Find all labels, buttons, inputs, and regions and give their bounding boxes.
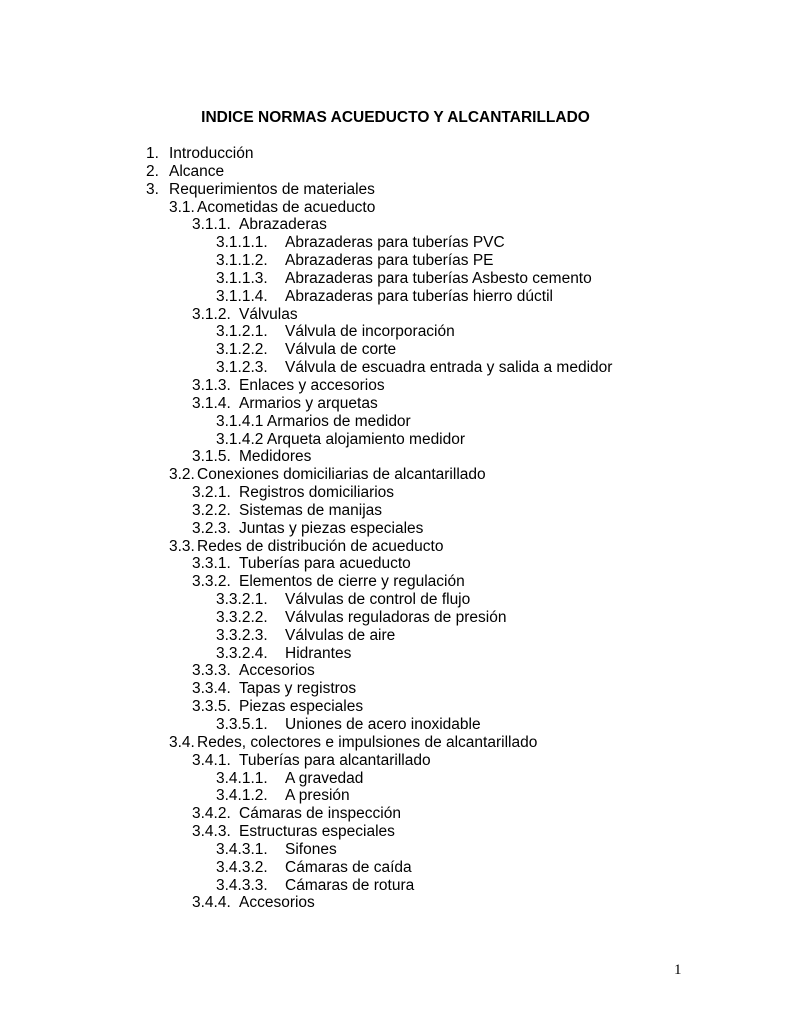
toc-entry-number: 3.1.5.	[192, 448, 231, 466]
toc-entry-text: A gravedad	[285, 769, 364, 787]
toc-entry	[0, 377, 791, 395]
toc-entry-number: 3.1.	[169, 198, 195, 216]
toc-entry	[0, 145, 791, 163]
toc-entry	[0, 770, 791, 788]
toc-entry-number: 3.3.2.	[192, 573, 231, 591]
toc-entry-number: 3.3.5.	[192, 698, 231, 716]
toc-entry-number: 3.2.1.	[192, 484, 231, 502]
toc-entry-number: 3.1.1.4.	[216, 287, 268, 305]
toc-entry-number: 3.4.4.	[192, 894, 231, 912]
toc-entry-number: 3.1.1.	[192, 216, 231, 234]
toc-entry	[0, 181, 791, 199]
toc-entry	[0, 805, 791, 823]
toc-entry-text: Hidrantes	[285, 644, 352, 662]
toc-entry-text: Redes de distribución de acueducto	[197, 537, 444, 555]
toc-entry-number: 3.3.2.1.	[216, 591, 268, 609]
toc-entry-text: Elementos de cierre y regulación	[239, 573, 465, 591]
toc-entry-number: 3.1.2.3.	[216, 359, 268, 377]
toc-entry-text: Armarios y arquetas	[239, 394, 378, 412]
toc-entry	[0, 555, 791, 573]
toc-entry	[0, 323, 791, 341]
toc-entry-number: 3.1.4.1	[216, 412, 264, 430]
toc-entry-number: 3.4.1.2.	[216, 787, 268, 805]
toc-entry-text: Válvulas	[239, 305, 298, 323]
toc-entry	[0, 448, 791, 466]
toc-entry-text: Redes, colectores e impulsiones de alcantarillado	[197, 733, 538, 751]
toc-entry-text: Abrazaderas para tuberías PVC	[285, 234, 505, 252]
toc-entry-number: 3.3.2.3.	[216, 626, 268, 644]
toc-entry	[0, 877, 791, 895]
toc-entry-number: 3.3.1.	[192, 555, 231, 573]
toc-entry-number: 2.	[146, 162, 159, 180]
toc-entry-number: 3.1.4.	[192, 394, 231, 412]
toc-entry	[0, 520, 791, 538]
toc-entry-text: Registros domiciliarios	[239, 484, 395, 502]
toc-entry-text: Válvula de incorporación	[285, 323, 455, 341]
toc-entry-text: Tapas y registros	[239, 680, 357, 698]
toc-entry-line	[216, 431, 465, 449]
toc-entry-text: Introducción	[169, 145, 254, 162]
toc-entry-text: Accesorios	[239, 662, 315, 680]
toc-entry-line	[216, 413, 411, 431]
toc-entry	[0, 431, 791, 449]
toc-entry	[0, 216, 791, 234]
toc-entry	[0, 591, 791, 609]
toc-entry-text: Alcance	[169, 162, 225, 180]
toc-entry-number: 3.3.3.	[192, 662, 231, 680]
toc-entry	[0, 484, 791, 502]
toc-entry	[0, 645, 791, 663]
toc-entry-text: Tuberías para acueducto	[239, 555, 411, 573]
toc-entry-text: Válvulas reguladoras de presión	[285, 608, 507, 626]
toc-entry	[0, 894, 791, 912]
toc-entry	[0, 199, 791, 217]
toc-entry-number: 3.2.	[169, 466, 195, 484]
toc-entry-text: Requerimientos de materiales	[169, 180, 375, 198]
toc-entry-text: Conexiones domiciliarias de alcantarillado	[197, 466, 486, 484]
toc-entry-text: Abrazaderas para tuberías Asbesto cemento	[285, 269, 592, 287]
toc-entry	[0, 841, 791, 859]
toc-entry-text: A presión	[285, 787, 350, 805]
toc-entry-text: Acometidas de acueducto	[197, 198, 376, 216]
table-of-contents	[0, 145, 791, 912]
toc-entry	[0, 680, 791, 698]
page-number: 1	[674, 962, 682, 978]
toc-entry-text: Accesorios	[239, 894, 315, 912]
toc-entry-text: Válvulas de control de flujo	[285, 591, 471, 609]
toc-entry-number: 1.	[146, 145, 159, 162]
toc-entry	[0, 787, 791, 805]
toc-entry-text: Válvula de corte	[285, 341, 397, 359]
toc-entry-text: Piezas especiales	[239, 698, 364, 716]
toc-entry-text: Sifones	[285, 840, 337, 858]
toc-entry-number: 3.4.2.	[192, 805, 231, 823]
toc-entry-number: 3.	[146, 180, 159, 198]
toc-entry-text: Armarios de medidor	[266, 412, 411, 430]
toc-entry-number: 3.4.	[169, 733, 195, 751]
toc-entry-number: 3.1.2.2.	[216, 341, 268, 359]
toc-entry-number: 3.1.2.1.	[216, 323, 268, 341]
toc-entry	[0, 823, 791, 841]
toc-entry-number: 3.1.3.	[192, 376, 231, 394]
toc-entry-text: Estructuras especiales	[239, 823, 395, 841]
toc-entry	[0, 573, 791, 591]
toc-entry-number: 3.4.1.1.	[216, 769, 268, 787]
toc-entry-text: Enlaces y accesorios	[239, 376, 385, 394]
toc-entry-text: Cámaras de caída	[285, 858, 412, 876]
toc-entry	[0, 609, 791, 627]
toc-entry-number: 3.1.1.3.	[216, 269, 268, 287]
toc-entry	[0, 341, 791, 359]
toc-entry-text: Arqueta alojamiento medidor	[266, 430, 466, 448]
toc-entry	[0, 234, 791, 252]
toc-entry-number: 3.3.5.1.	[216, 716, 268, 733]
toc-entry-text: Válvulas de aire	[285, 626, 396, 644]
toc-entry	[0, 734, 791, 752]
toc-entry	[0, 538, 791, 556]
toc-entry-number: 3.4.1.	[192, 751, 231, 769]
toc-entry-number: 3.4.3.3.	[216, 876, 268, 894]
toc-entry-text: Cámaras de inspección	[239, 805, 401, 823]
toc-entry	[0, 395, 791, 413]
toc-entry	[0, 698, 791, 716]
toc-entry-number: 3.1.1.2.	[216, 252, 268, 270]
toc-entry-text: Juntas y piezas especiales	[239, 519, 424, 537]
toc-entry	[0, 288, 791, 306]
toc-entry	[0, 502, 791, 520]
toc-entry	[0, 466, 791, 484]
toc-entry	[0, 306, 791, 324]
toc-entry-text: Abrazaderas para tuberías PE	[285, 252, 494, 270]
toc-entry-text: Cámaras de rotura	[285, 876, 415, 894]
toc-entry-text: Tuberías para alcantarillado	[239, 751, 431, 769]
toc-entry-number: 3.1.2.	[192, 305, 231, 323]
toc-entry-text: Abrazaderas para tuberías hierro dúctil	[285, 287, 553, 305]
toc-entry-text: Sistemas de manijas	[239, 501, 383, 519]
toc-entry-text: Válvula de escuadra entrada y salida a medidor	[285, 359, 613, 377]
toc-entry-number: 3.3.2.4.	[216, 644, 268, 662]
toc-entry	[0, 252, 791, 270]
toc-entry	[0, 859, 791, 877]
toc-entry	[0, 627, 791, 645]
toc-entry-number: 3.4.3.2.	[216, 858, 268, 876]
toc-entry-number: 3.1.4.2	[216, 430, 264, 448]
toc-entry	[0, 413, 791, 431]
toc-entry	[0, 752, 791, 770]
toc-entry-text: Abrazaderas	[239, 216, 327, 234]
toc-entry-number: 3.4.3.1.	[216, 840, 268, 858]
toc-entry-text: Uniones de acero inoxidable	[285, 716, 481, 733]
toc-entry	[0, 359, 791, 377]
document-title: INDICE NORMAS ACUEDUCTO Y ALCANTARILLADO	[201, 109, 590, 126]
toc-entry	[0, 716, 791, 734]
toc-entry-number: 3.3.4.	[192, 680, 231, 698]
toc-entry-number: 3.1.1.1.	[216, 234, 268, 252]
toc-entry	[0, 662, 791, 680]
toc-entry-number: 3.4.3.	[192, 823, 231, 841]
toc-entry-number: 3.2.3.	[192, 519, 231, 537]
toc-entry	[0, 163, 791, 181]
toc-entry-text: Medidores	[239, 448, 312, 466]
toc-entry	[0, 270, 791, 288]
toc-entry-number: 3.3.	[169, 537, 195, 555]
toc-entry-number: 3.3.2.2.	[216, 608, 268, 626]
toc-entry-number: 3.2.2.	[192, 501, 231, 519]
